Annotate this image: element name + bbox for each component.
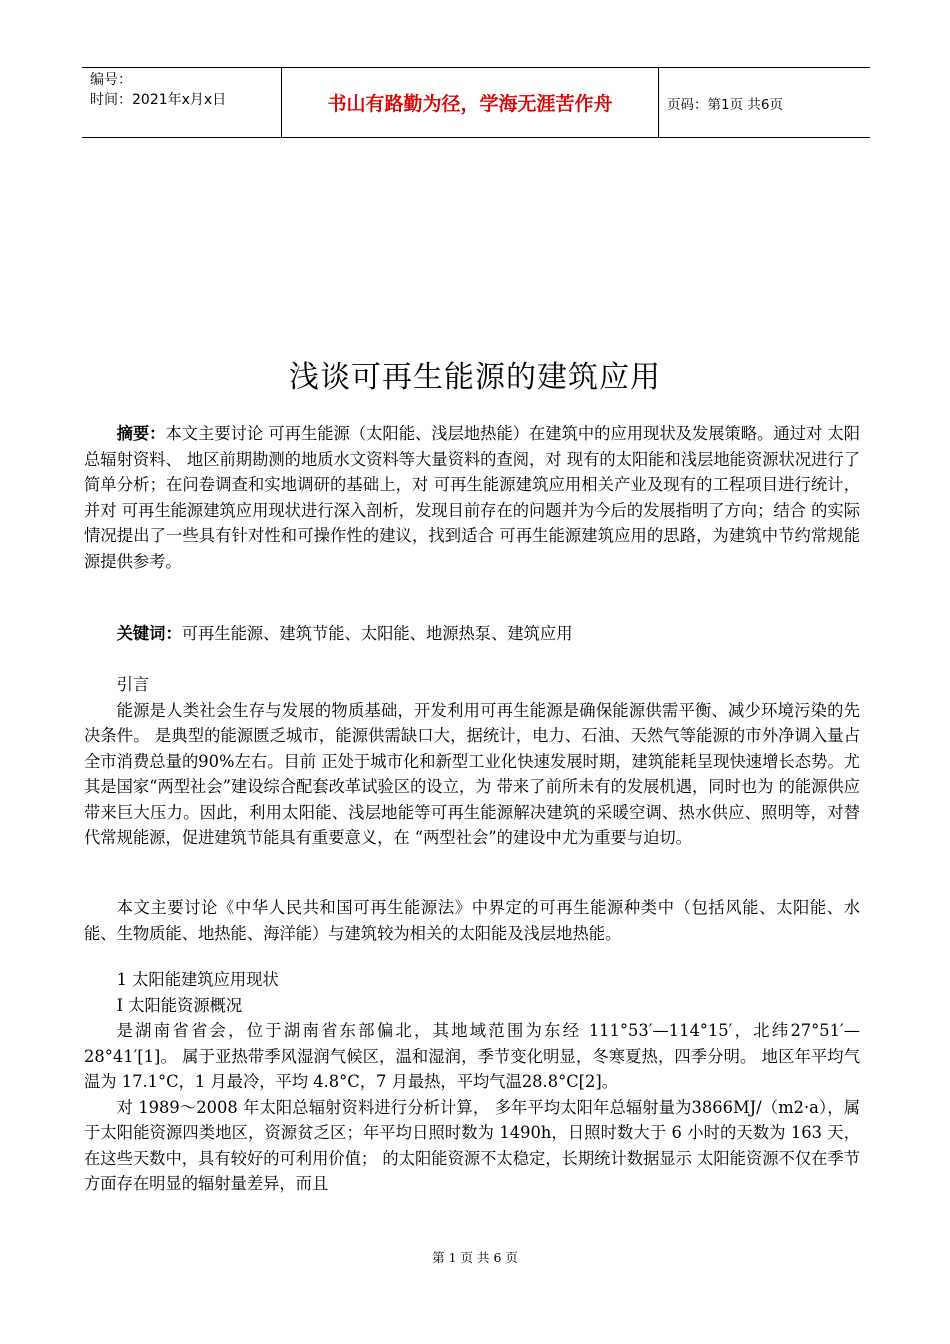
abstract-text: 本文主要讨论 可再生能源（太阳能、浅层地热能）在建筑中的应用现状及发展策略。通过对 太阳总辐射资料、 地区前期勘测的地质水文资料等大量资料的查阅，对 现有的太阳能和浅层地能资源状况进行了简单分析；在问卷调查和实地调研的基础上，对 可再生能源建筑应用相关产业及现有的工程项目进行统计，并对 可再生能源建筑应用现状进行深入剖析，发现目前存在的问题并为今后的发展指明了方向；结合 的实际情况提出了一些具有针对性和可操作性的建议，找到适合 可再生能源建筑应用的思路，为建筑中节约常规能源提供参考。 <box>84 424 860 571</box>
section-1-subheading: I 太阳能资源概况 <box>116 995 243 1015</box>
section-1 <box>84 967 860 1197</box>
number-label: 编号： <box>90 72 132 88</box>
header-motto: 书山有路勤为径，学海无涯苦作舟 <box>282 68 659 137</box>
section-1-paragraph-2: 对 1989～2008 年太阳总辐射资料进行分析计算， 多年平均太阳年总辐射量为3866MJ/（m2·a），属于太阳能资源四类地区，资源贫乏区；年平均日照时数为 1490h，日照时数大于 6 小时的天数为 163 天，在这些天数中，具有较好的可利用价值； 的太阳能资源不太稳定，长期统计数据显示 太阳能资源不仅在季节方面存在明显的辐射量差异，而且 <box>84 1097 860 1193</box>
keywords-text: 可再生能源、建筑节能、太阳能、地源热泵、建筑应用 <box>181 624 573 643</box>
abstract-label: 摘要： <box>116 424 166 443</box>
intro-paragraph-2: 本文主要讨论《中华人民共和国可再生能源法》中界定的可再生能源种类中（包括风能、太阳能、水能、生物质能、地热能、海洋能）与建筑较为相关的太阳能及浅层地热能。 <box>84 898 860 943</box>
abstract-paragraph <box>84 421 860 574</box>
header-meta <box>82 68 282 137</box>
document-title: 浅谈可再生能源的建筑应用 <box>289 360 661 395</box>
intro-paragraph-2-block <box>84 895 860 946</box>
date-label: 时间：2021年x月x日 <box>90 92 227 108</box>
intro-section <box>84 672 860 851</box>
abstract-section <box>84 421 860 574</box>
keywords-paragraph <box>84 621 860 647</box>
section-1-heading: 1 太阳能建筑应用现状 <box>116 970 279 989</box>
keywords-section <box>84 621 860 647</box>
page-footer: 第 1 页 共 6 页 <box>432 1250 518 1265</box>
section-1-paragraph-1: 是湖南省省会，位于湖南省东部偏北，其地域范围为东经 111°53′—114°15′，北纬27°51′—28°41′[1]。 属于亚热带季风湿润气候区，温和湿润，季节变化明显，冬寒夏热，四季分明。 地区年平均气温为 17.1°C，1 月最冷，平均 4.8°C，7 月最热，平均气温28.8°C[2]。 <box>84 1021 860 1091</box>
header-table <box>82 67 870 138</box>
keywords-label: 关键词： <box>116 624 182 643</box>
intro-paragraph-1: 能源是人类社会生存与发展的物质基础，开发利用可再生能源是确保能源供需平衡、减少环境污染的先决条件。 是典型的能源匮乏城市，能源供需缺口大，据统计，电力、石油、天然气等能源的市外净调入量占全市消费总量的90%左右。目前 正处于城市化和新型工业化快速发展时期，建筑能耗呈现快速增长态势。尤其是国家“两型社会”建设综合配套改革试验区的设立，为 带来了前所未有的发展机遇，同时也为 的能源供应带来巨大压力。因此，利用太阳能、浅层地能等可再生能源解决建筑的采暖空调、热水供应、照明等，对替代常规能源，促进建筑节能具有重要意义，在 “两型社会”的建设中尤为重要与迫切。 <box>84 700 860 847</box>
intro-heading: 引言 <box>116 675 150 694</box>
header-page-info: 页码：第1页 共6页 <box>667 96 783 113</box>
